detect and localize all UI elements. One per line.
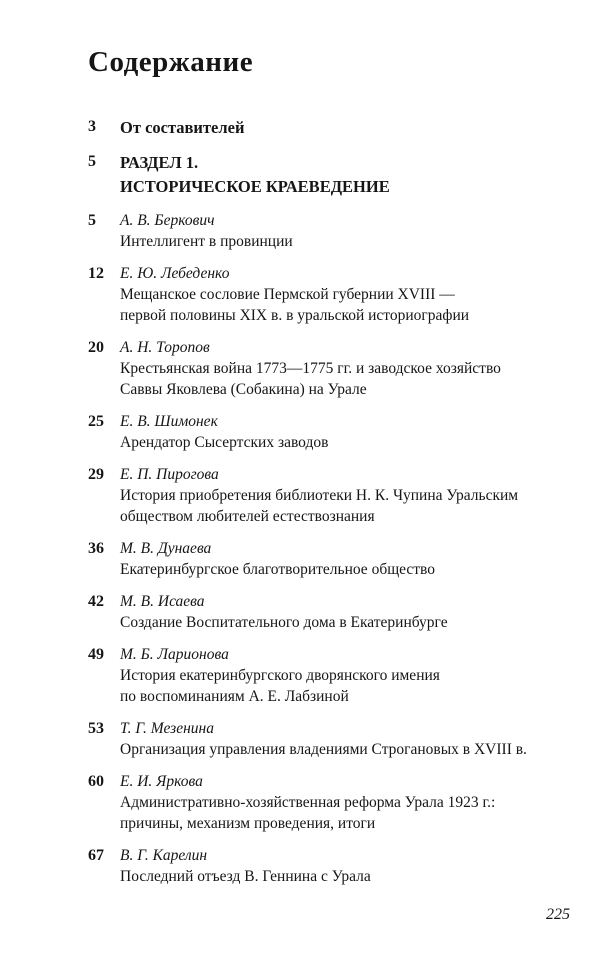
entry-page-number: 25 bbox=[88, 413, 104, 430]
entry-title-line: Саввы Яковлева (Собакина) на Урале bbox=[120, 381, 367, 398]
entry-text bbox=[120, 210, 568, 252]
entry-author: М. Б. Ларионова bbox=[120, 646, 229, 663]
toc-entry bbox=[88, 771, 568, 834]
entry-page-number: 53 bbox=[88, 720, 104, 737]
entry-title-line: Арендатор Сысертских заводов bbox=[120, 434, 329, 451]
toc-entry bbox=[88, 538, 568, 580]
entry-text bbox=[120, 718, 568, 760]
entry-title-line: Организация управления владениями Строгановых в XVIII в. bbox=[120, 741, 527, 758]
entry-heading: РАЗДЕЛ 1. bbox=[120, 153, 199, 172]
entry-text bbox=[120, 116, 568, 140]
entry-text bbox=[120, 337, 568, 400]
entry-page-number: 12 bbox=[88, 265, 104, 282]
entry-title-line: Мещанское сословие Пермской губернии XVIII — bbox=[120, 286, 455, 303]
entry-title-line: причины, механизм проведения, итоги bbox=[120, 815, 376, 832]
entry-heading: ИСТОРИЧЕСКОЕ КРАЕВЕДЕНИЕ bbox=[120, 177, 390, 196]
entry-author: А. В. Беркович bbox=[120, 212, 215, 229]
entry-page-number: 67 bbox=[88, 847, 104, 864]
entry-title-line: Интеллигент в провинции bbox=[120, 233, 293, 250]
entry-author: Е. В. Шимонек bbox=[120, 413, 218, 430]
entry-title-line: обществом любителей естествознания bbox=[120, 508, 375, 525]
entry-page-number: 20 bbox=[88, 339, 104, 356]
toc-entry bbox=[88, 591, 568, 633]
entry-author: М. В. Дунаева bbox=[120, 540, 212, 557]
toc-entry bbox=[88, 337, 568, 400]
toc-entry bbox=[88, 411, 568, 453]
entry-title-line: первой половины XIX в. в уральской историографии bbox=[120, 307, 470, 324]
entry-title-line: Последний отъезд В. Геннина с Урала bbox=[120, 868, 371, 885]
toc-entry bbox=[88, 263, 568, 326]
entry-page-number: 42 bbox=[88, 593, 104, 610]
entry-heading: От составителей bbox=[120, 118, 245, 137]
toc-entry bbox=[88, 644, 568, 707]
entry-author: В. Г. Карелин bbox=[120, 847, 208, 864]
entry-text bbox=[120, 464, 568, 527]
page-title: Содержание bbox=[88, 46, 254, 78]
toc-entry bbox=[88, 210, 568, 252]
toc-entry bbox=[88, 718, 568, 760]
entry-page-number: 5 bbox=[88, 153, 96, 170]
toc-entry bbox=[88, 151, 568, 199]
entry-page-number: 5 bbox=[88, 212, 96, 229]
entry-text bbox=[120, 151, 568, 199]
entry-text bbox=[120, 263, 568, 326]
entry-title-line: История приобретения библиотеки Н. К. Чупина Уральским bbox=[120, 487, 519, 504]
entry-title-line: Крестьянская война 1773—1775 гг. и заводское хозяйство bbox=[120, 360, 501, 377]
entry-title-line: История екатеринбургского дворянского имения bbox=[120, 667, 440, 684]
entry-page-number: 49 bbox=[88, 646, 104, 663]
toc-entry bbox=[88, 464, 568, 527]
entry-page-number: 60 bbox=[88, 773, 104, 790]
entry-title-line: Административно-хозяйственная реформа Урала 1923 г.: bbox=[120, 794, 496, 811]
entry-author: Т. Г. Мезенина bbox=[120, 720, 214, 737]
entry-text bbox=[120, 591, 568, 633]
entry-title-line: Екатеринбургское благотворительное общество bbox=[120, 561, 436, 578]
entry-title-line: Создание Воспитательного дома в Екатеринбурге bbox=[120, 614, 448, 631]
entry-author: М. В. Исаева bbox=[120, 593, 205, 610]
toc-entry bbox=[88, 845, 568, 887]
entry-page-number: 29 bbox=[88, 466, 104, 483]
entry-text bbox=[120, 411, 568, 453]
entry-text bbox=[120, 538, 568, 580]
entry-text bbox=[120, 644, 568, 707]
entry-page-number: 36 bbox=[88, 540, 104, 557]
toc-entry bbox=[88, 116, 568, 140]
entry-author: А. Н. Торопов bbox=[120, 339, 210, 356]
entry-text bbox=[120, 771, 568, 834]
page-number: 225 bbox=[546, 906, 570, 923]
entry-author: Е. И. Яркова bbox=[120, 773, 203, 790]
entry-page-number: 3 bbox=[88, 118, 96, 135]
entry-text bbox=[120, 845, 568, 887]
toc-list bbox=[88, 116, 568, 898]
entry-title-line: по воспоминаниям А. Е. Лабзиной bbox=[120, 688, 349, 705]
entry-author: Е. П. Пирогова bbox=[120, 466, 219, 483]
entry-author: Е. Ю. Лебеденко bbox=[120, 265, 230, 282]
